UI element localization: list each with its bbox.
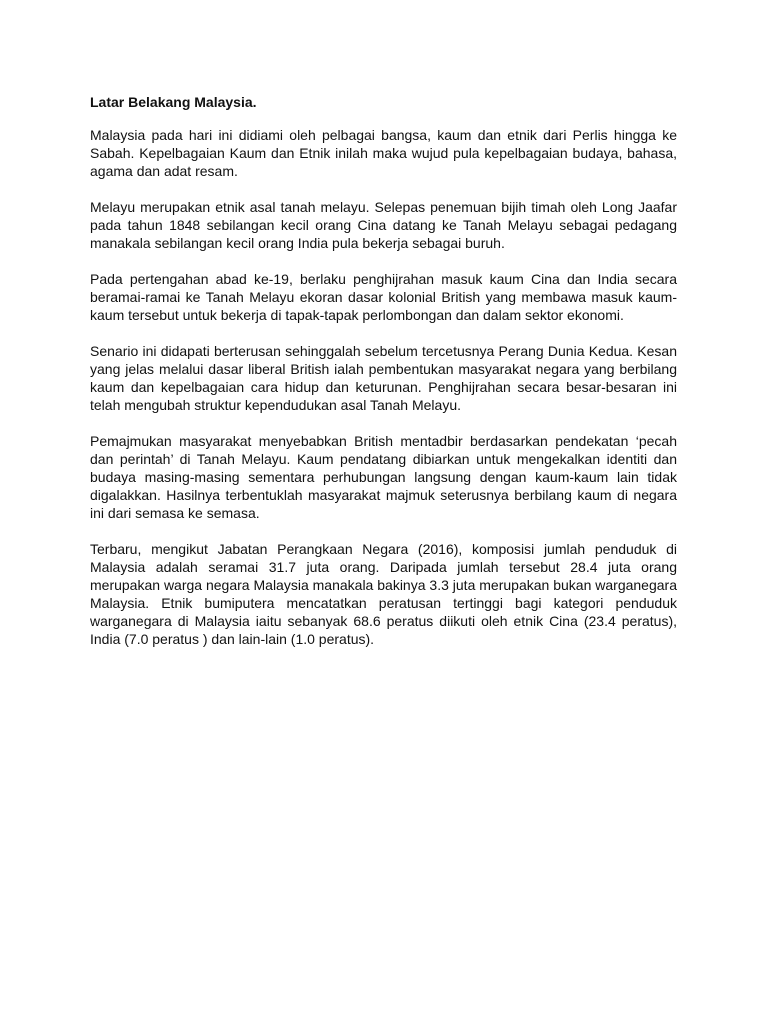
document-title: Latar Belakang Malaysia. bbox=[90, 94, 257, 110]
paragraph-plural-society: Pemajmukan masyarakat menyebabkan British mentadbir berdasarkan pendekatan ‘pecah dan perintah’ di Tanah Melayu. Kaum pendatang dibiarkan untuk mengekalkan identiti dan budaya masing-masing sementara perhubungan langsung dengan kaum-kaum lain tidak digalakkan. Hasilnya terbentuklah masyarakat majmuk seterusnya berbilang kaum di negara ini dari semasa ke semasa. bbox=[90, 433, 677, 521]
paragraph-intro: Malaysia pada hari ini didiami oleh pelbagai bangsa, kaum dan etnik dari Perlis hingga ke Sabah. Kepelbagaian Kaum dan Etnik inilah maka wujud pula kepelbagaian budaya, bahasa, agama dan adat resam. bbox=[90, 127, 677, 179]
paragraph-scenario: Senario ini didapati berterusan sehinggalah sebelum tercetusnya Perang Dunia Kedua. Kesan yang jelas melalui dasar liberal British ialah pembentukan masyarakat negara yang berbilang kaum dan kepelbagaian cara hidup dan keturunan. Penghijrahan secara besar-besaran ini telah mengubah struktur kependudukan asal Tanah Melayu. bbox=[90, 343, 677, 413]
document-body bbox=[90, 93, 677, 666]
paragraph-melayu: Melayu merupakan etnik asal tanah melayu. Selepas penemuan bijih timah oleh Long Jaafar pada tahun 1848 sebilangan kecil orang Cina datang ke Tanah Melayu sebagai pedagang manakala sebilangan kecil orang India pula bekerja sebagai buruh. bbox=[90, 199, 677, 251]
paragraph-statistics: Terbaru, mengikut Jabatan Perangkaan Negara (2016), komposisi jumlah penduduk di Malaysia adalah seramai 31.7 juta orang. Daripada jumlah tersebut 28.4 juta orang merupakan warga negara Malaysia manakala bakinya 3.3 juta merupakan bukan warganegara Malaysia. Etnik bumiputera mencatatkan peratusan tertinggi bagi kategori penduduk warganegara di Malaysia iaitu sebanyak 68.6 peratus diikuti oleh etnik Cina (23.4 peratus), India (7.0 peratus ) dan lain-lain (1.0 peratus). bbox=[90, 541, 677, 647]
paragraph-migration: Pada pertengahan abad ke-19, berlaku penghijrahan masuk kaum Cina dan India secara beramai-ramai ke Tanah Melayu ekoran dasar kolonial British yang membawa masuk kaum-kaum tersebut untuk bekerja di tapak-tapak perlombongan dan dalam sektor ekonomi. bbox=[90, 271, 677, 323]
